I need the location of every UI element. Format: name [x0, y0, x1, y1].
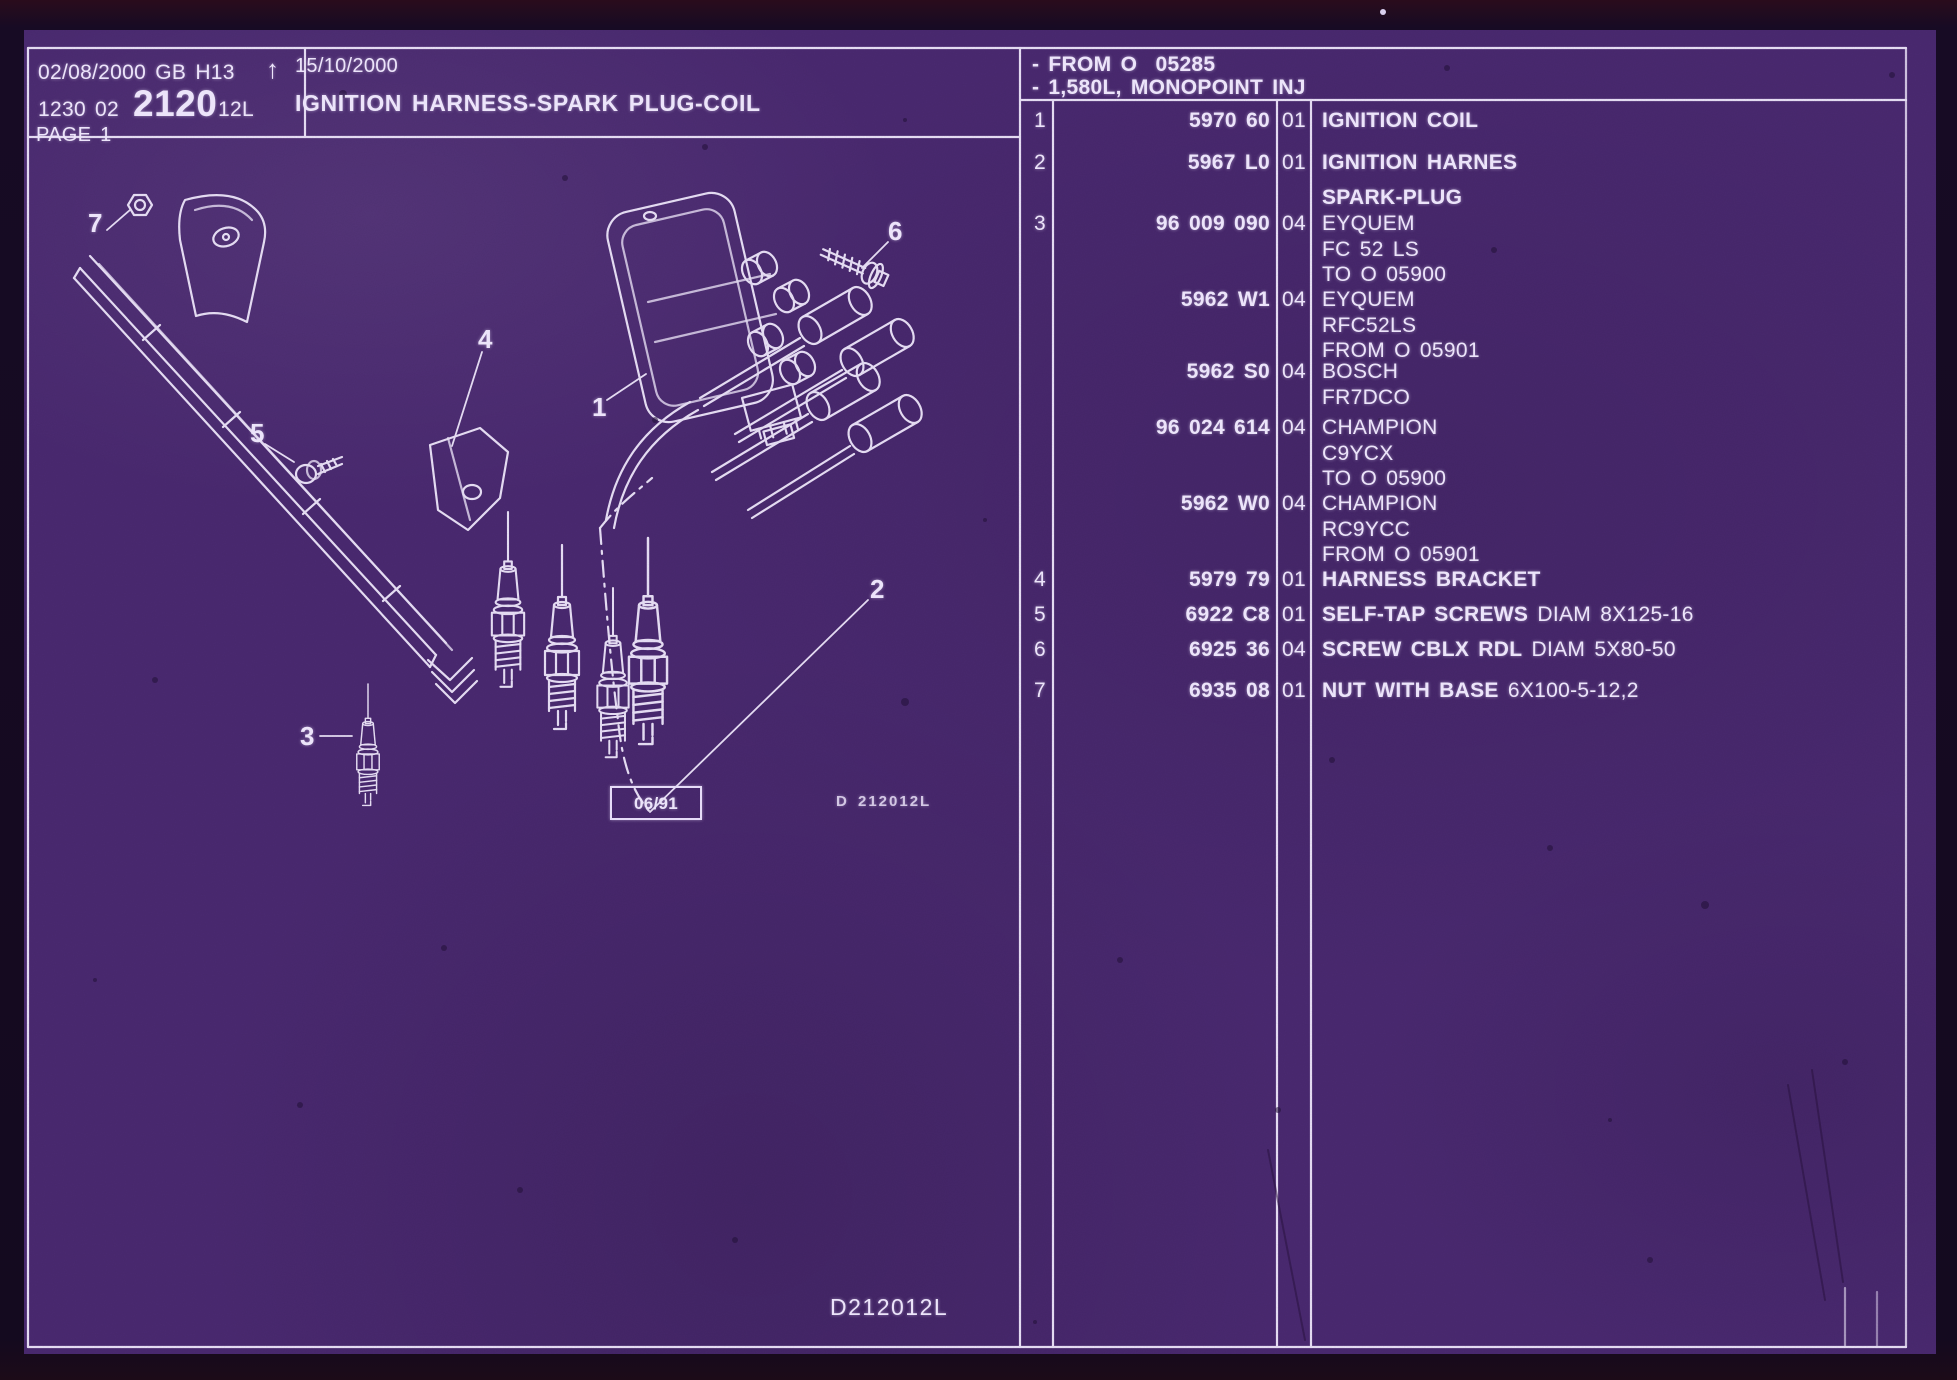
part-quantity: 01: [1282, 109, 1306, 132]
part-description: HARNESS BRACKET: [1322, 568, 1541, 591]
part-quantity: 04: [1282, 492, 1306, 515]
callout-4: 4: [478, 324, 493, 354]
catalog-code-prefix: 1230 02: [38, 98, 120, 121]
part-description-line: FC 52 LS: [1322, 238, 1420, 261]
part-spec-text: 6X100-5-12,2: [1507, 679, 1639, 702]
part-item-number: 7: [1034, 679, 1046, 702]
revision-date: 15/10/2000: [295, 55, 399, 77]
part-description-bold: NUT WITH BASE: [1322, 679, 1499, 702]
callout-6: 6: [888, 216, 903, 246]
part-quantity: 04: [1282, 360, 1306, 383]
ignition-coil-drawing: [603, 188, 819, 448]
part-quantity: 04: [1282, 288, 1306, 311]
applicability-line-1: - FROM O 05285: [1032, 53, 1216, 76]
part-reference: 6925 36: [1188, 638, 1270, 661]
part-quantity: 01: [1282, 679, 1306, 702]
part-reference: 5962 S0: [1186, 360, 1270, 383]
plate-reference: D212012L: [830, 1294, 949, 1320]
part-spec-text: DIAM 5X80-50: [1531, 638, 1676, 661]
part-reference: 5967 L0: [1187, 151, 1270, 174]
part-reference: 6935 08: [1188, 679, 1270, 702]
nut-bracket-drawing: [128, 195, 265, 322]
date-stamp: 06/91: [633, 793, 679, 813]
part-description-line: TO O 05900: [1322, 263, 1447, 286]
up-arrow-icon: ↑: [266, 54, 280, 84]
date-stamp-box: [610, 786, 702, 820]
part-quantity: 04: [1282, 638, 1306, 661]
part-item-number: 6: [1034, 638, 1046, 661]
screw-5-drawing: [296, 457, 342, 483]
part-description-bold: SELF-TAP SCREWS: [1322, 603, 1529, 626]
part-quantity: 01: [1282, 151, 1306, 174]
part-reference: 5962 W0: [1180, 492, 1270, 515]
part-description: [1322, 602, 1694, 628]
harness-rail-drawing: [74, 256, 477, 703]
callout-3: 3: [300, 721, 315, 751]
part-spec: [1528, 603, 1537, 626]
part-reference: 5970 60: [1188, 109, 1270, 132]
callout-1: 1: [592, 392, 607, 422]
frame-fleck: [1380, 9, 1386, 15]
mounting-bracket-drawing: [430, 428, 508, 530]
part-description-line: C9YCX: [1322, 442, 1394, 465]
part-reference: 6922 C8: [1185, 603, 1270, 626]
part-description: CHAMPION: [1322, 492, 1438, 515]
plate-number: 2120: [133, 83, 218, 124]
part-reference: 5979 79: [1188, 568, 1270, 591]
part-spec: [1499, 679, 1508, 702]
leader-lines: [107, 210, 888, 736]
part-item-number: 1: [1034, 109, 1046, 132]
screw-6-drawing: [817, 240, 892, 292]
part-quantity: 01: [1282, 568, 1306, 591]
callout-7: 7: [88, 208, 103, 238]
part-description: IGNITION COIL: [1322, 109, 1479, 132]
part-reference: 96 024 614: [1155, 416, 1270, 439]
film-scratches: [1268, 1070, 1843, 1340]
callout-5: 5: [250, 418, 265, 448]
part-description: EYQUEM: [1322, 212, 1415, 235]
part-item-number: 4: [1034, 568, 1046, 591]
part-description: BOSCH: [1322, 360, 1399, 383]
part-description-line: FR7DCO: [1322, 386, 1411, 409]
part-description-line: FROM O 05901: [1322, 543, 1480, 566]
plate-reference-small: D 212012L: [836, 793, 932, 810]
part-description-line: FROM O 05901: [1322, 339, 1480, 362]
part-item-number: 2: [1034, 151, 1046, 174]
part-spec-text: DIAM 8X125-16: [1537, 603, 1694, 626]
part-description: EYQUEM: [1322, 288, 1415, 311]
part-description: [1322, 678, 1639, 704]
part-reference: 5962 W1: [1180, 288, 1270, 311]
part-item-number: 5: [1034, 603, 1046, 626]
part-description-line: RFC52LS: [1322, 314, 1417, 337]
part-spec: [1522, 638, 1531, 661]
page-number-label: PAGE 1: [36, 124, 112, 146]
part-description: CHAMPION: [1322, 416, 1438, 439]
part-quantity: 04: [1282, 416, 1306, 439]
part-quantity: 01: [1282, 603, 1306, 626]
applicability-line-2: - 1,580L, MONOPOINT INJ: [1032, 76, 1306, 99]
part-quantity: 04: [1282, 212, 1306, 235]
part-description-bold: SCREW CBLX RDL: [1322, 638, 1523, 661]
part-description-line: RC9YCC: [1322, 518, 1411, 541]
page-title: IGNITION HARNESS-SPARK PLUG-COIL: [295, 90, 761, 116]
part-item-number: 3: [1034, 212, 1046, 235]
part-description: IGNITION HARNES: [1322, 151, 1518, 174]
part-group-heading: SPARK-PLUG: [1322, 186, 1463, 209]
callout-2: 2: [870, 574, 885, 604]
catalog-code-suffix: 12L: [218, 98, 254, 121]
part-description-line: TO O 05900: [1322, 467, 1447, 490]
part-description: [1322, 637, 1676, 663]
fiche-date-code: 02/08/2000 GB H13: [38, 61, 235, 84]
part-reference: 96 009 090: [1155, 212, 1270, 235]
spark-plugs-drawing: [357, 512, 667, 805]
